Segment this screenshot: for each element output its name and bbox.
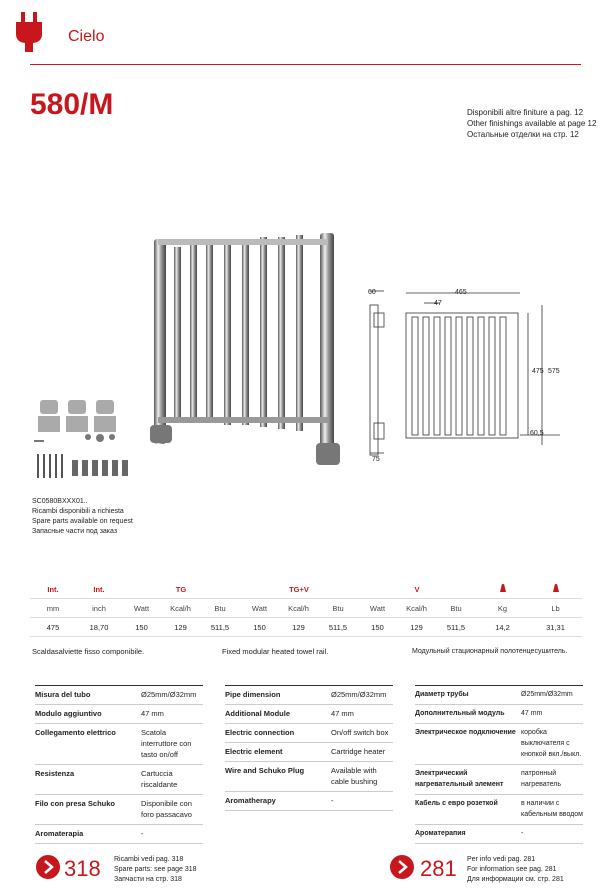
spare-parts-note: Ricambi vedi pag. 318 Spare parts: see page 318 Запчасти на стр. 318 <box>114 856 197 883</box>
spare-parts-kit <box>28 392 143 494</box>
props-table-it: Misura del tubo Ø25mm/Ø32mm Modulo aggiuntivo 47 mm Collegamento elettrico Scatola interruttore con tasto on/off Resistenza Cartuccia riscaldante Filo con presa Schuko Disponibile con foro passacavo Aromaterapia - <box>35 685 203 844</box>
arrow-right-icon[interactable] <box>36 855 60 879</box>
dim-465: 465 <box>455 289 467 296</box>
spare-parts-page-link[interactable]: 318 <box>64 856 101 881</box>
dim-75: 75 <box>372 456 380 463</box>
dim-60-5: 60,5 <box>530 430 544 437</box>
plug-icon <box>14 12 48 52</box>
head-tg: TG <box>122 580 240 599</box>
arrow-right-icon[interactable] <box>390 855 414 879</box>
weight-kg-icon <box>476 580 529 599</box>
collection-title: Cielo <box>68 28 105 45</box>
parts-note: Ricambi disponibili a richiesta Spare parts available on request Запасные части под заказ <box>32 508 133 535</box>
product-photo <box>150 225 350 470</box>
dim-47: 47 <box>434 300 442 307</box>
header-divider <box>30 64 581 65</box>
props-table-en: Pipe dimension Ø25mm/Ø32mm Additional Module 47 mm Electric connection On/off switch box Electric element Cartridge heater Wire and Schuko Plug Available with cable bushing Aromatherapy - <box>225 685 393 811</box>
units-row: mm inch Watt Kcal/h Btu Watt Kcal/h Btu Watt Kcal/h Btu Kg Lb <box>30 599 582 618</box>
technical-drawing <box>360 285 580 465</box>
spec-table <box>30 580 582 637</box>
head-int-inch: Int. <box>76 580 122 599</box>
values-row: 475 18,70 150 129 511,5 150 129 511,5 150 129 511,5 14,2 31,31 <box>30 618 582 637</box>
info-page-link[interactable]: 281 <box>420 856 457 881</box>
finishes-note: Disponibili altre finiture a pag. 12 Other finishings available at page 12 Остальные отделки на стр. 12 <box>467 108 597 139</box>
dim-60: 60 <box>368 289 376 296</box>
description-ru: Модульный стационарный полотенцесушитель. <box>412 648 568 655</box>
parts-code: SC0580BXXX01.. <box>32 498 88 505</box>
head-int-mm: Int. <box>30 580 76 599</box>
model-title: 580/M <box>30 88 114 121</box>
dim-475: 475 <box>532 368 544 375</box>
description-en: Fixed modular heated towel rail. <box>222 647 329 656</box>
head-tgv: TG+V <box>240 580 358 599</box>
description-it: Scaldasalviette fisso componibile. <box>32 647 145 656</box>
dim-575: 575 <box>548 368 560 375</box>
info-note: Per info vedi pag. 281 For information see pag. 281 Для информации см. стр. 281 <box>467 856 564 883</box>
head-v: V <box>358 580 476 599</box>
props-table-ru: Диаметр трубы Ø25mm/Ø32mm Дополнительный модуль 47 mm Электрическое подключение коробка выключателя с кнопкой вкл./выкл. Электрический нагревательный элемент патронный нагреватель Кабель с евро розеткой в наличии с кабельным вводом Ароматерапия - <box>415 685 583 844</box>
weight-lb-icon <box>529 580 582 599</box>
